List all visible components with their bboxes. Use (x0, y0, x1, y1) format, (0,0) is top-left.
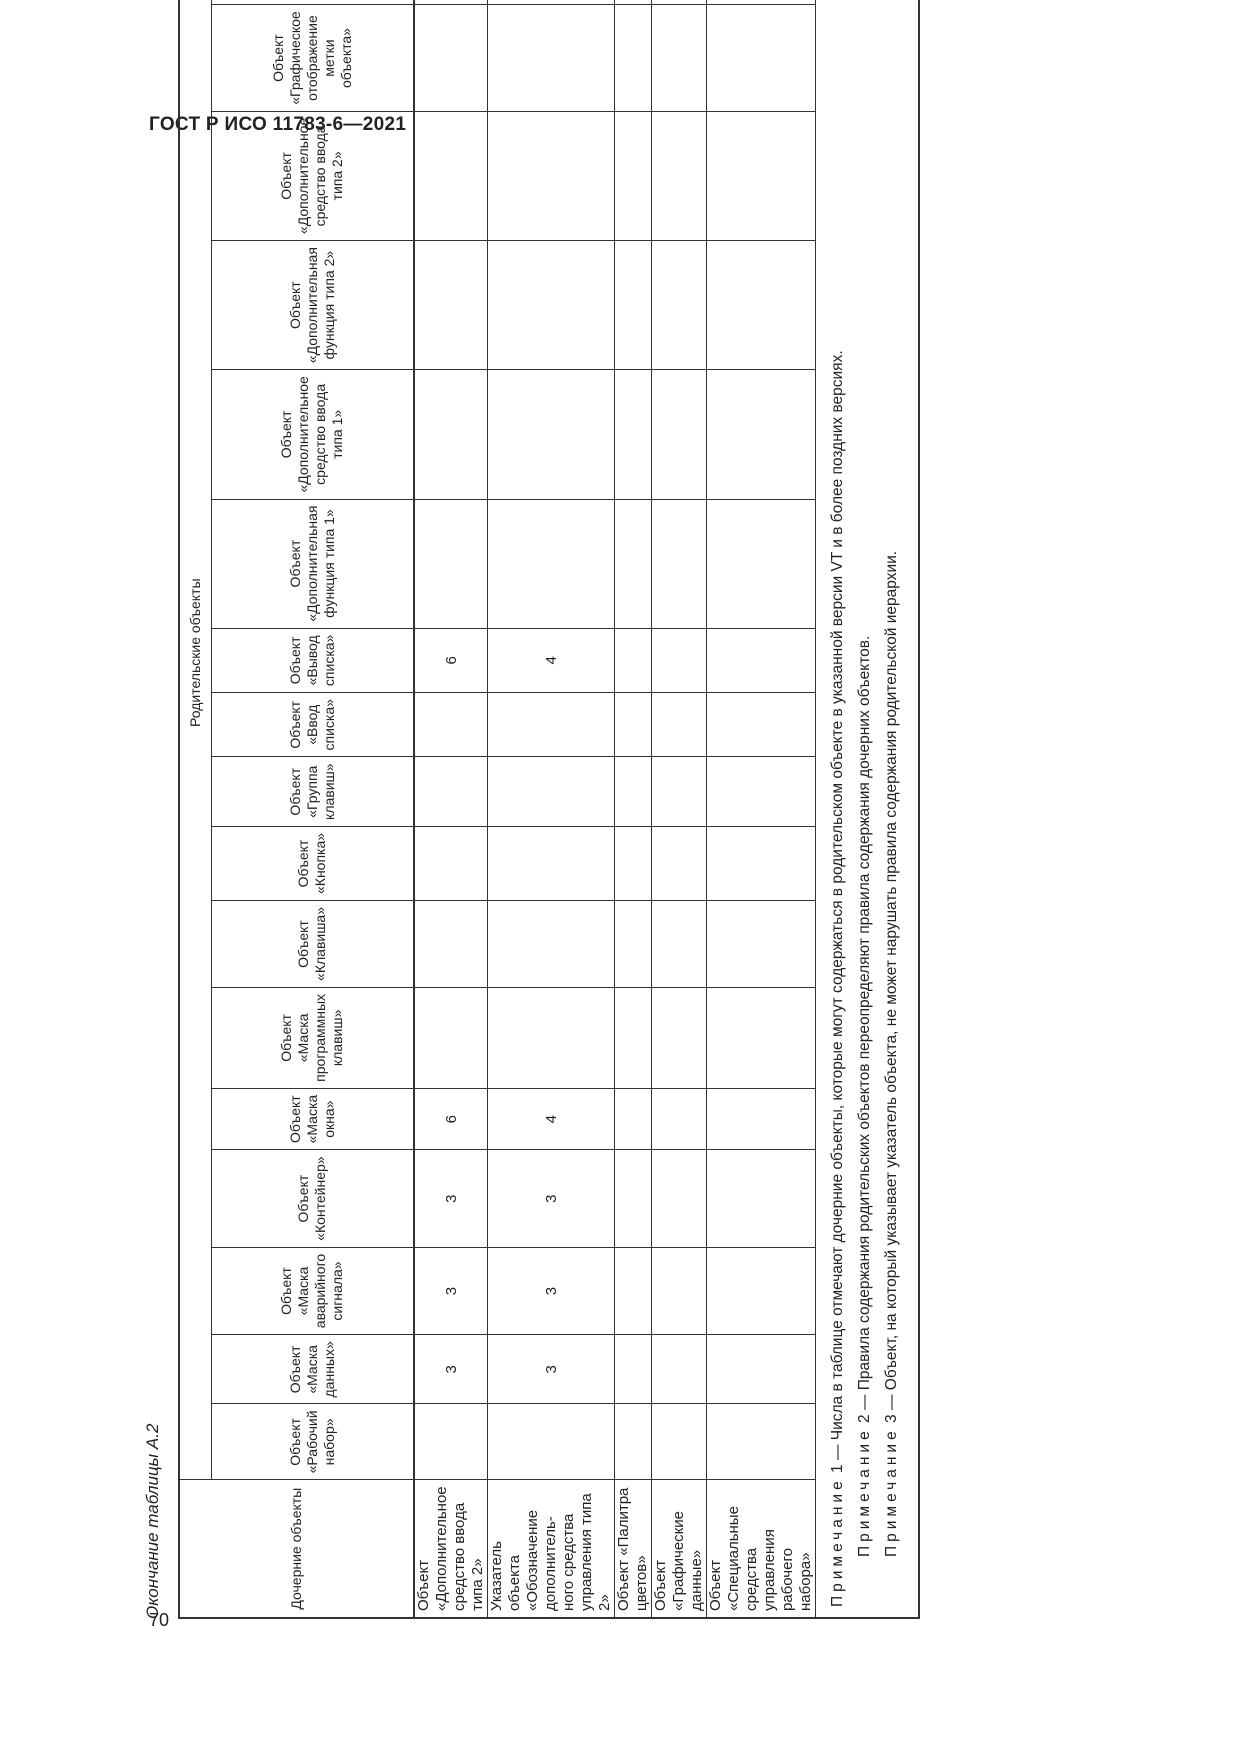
value-cell: 6 (414, 628, 488, 692)
value-cell (707, 5, 816, 111)
value-cell (707, 1088, 816, 1150)
value-cell: 3 (488, 1335, 615, 1404)
value-cell (488, 826, 615, 900)
value-cell (652, 1247, 707, 1334)
value-cell (615, 693, 652, 757)
note (824, 0, 851, 1607)
value-cell (488, 370, 615, 499)
value-cell (615, 1247, 652, 1334)
note-label: Примечание (856, 1427, 873, 1557)
value-cell (488, 241, 615, 370)
table-caption: Окончание таблицы А.2 (143, 1423, 162, 1619)
parent-column-header: Объект «Вывод списка» (211, 628, 414, 692)
table-row (414, 0, 488, 1618)
value-cell (615, 757, 652, 827)
value-cell (707, 1150, 816, 1247)
value-cell (652, 1150, 707, 1247)
value-cell (615, 111, 652, 240)
value-cell (652, 1088, 707, 1150)
value-cell (615, 370, 652, 499)
document-header: ГОСТ Р ИСО 11783-6—2021 (149, 114, 407, 135)
parent-column-header: Объект «Дополнительное средство ввода типа 2» (211, 111, 414, 240)
value-cell: 3 (414, 1247, 488, 1334)
value-cell: 3 (488, 1247, 615, 1334)
child-object-cell: Указатель объекта «Обозначение дополнитель-ного средства управления типа 2» (488, 1480, 615, 1618)
page-number: 70 (149, 1610, 170, 1630)
value-cell (414, 0, 488, 5)
value-cell (652, 5, 707, 111)
value-cell (414, 1404, 488, 1480)
value-cell (414, 901, 488, 988)
parent-column-header: Объект «Маска программных клавиш» (211, 987, 414, 1088)
value-cell (652, 693, 707, 757)
value-cell (707, 0, 816, 5)
value-cell (707, 1404, 816, 1480)
value-cell (707, 693, 816, 757)
value-cell (707, 628, 816, 692)
value-cell (488, 693, 615, 757)
value-cell (707, 757, 816, 827)
note (851, 0, 878, 1607)
value-cell (707, 1247, 816, 1334)
parent-column-header: Объект «Рабочий набор» (211, 1404, 414, 1480)
child-object-cell: Объект «Специальные средства управления рабочего набора» (707, 1480, 816, 1618)
value-cell (414, 499, 488, 628)
value-cell (707, 111, 816, 240)
note-number: 3 (883, 1414, 900, 1423)
note-number: 2 (856, 1414, 873, 1423)
parent-column-header: Объект «Ввод списка» (211, 693, 414, 757)
value-cell: 3 (414, 1335, 488, 1404)
value-cell (414, 757, 488, 827)
parent-column-header: Объект «Группа клавиш» (211, 757, 414, 827)
value-cell (652, 0, 707, 5)
value-cell (652, 987, 707, 1088)
value-cell (652, 370, 707, 499)
value-cell (615, 826, 652, 900)
value-cell (414, 5, 488, 111)
value-cell (707, 826, 816, 900)
parent-column-header: Объект «Маска окна» (211, 1088, 414, 1150)
note-number: 1 (829, 1464, 846, 1473)
parent-column-header: Объект «Дополнительное средство ввода типа 1» (211, 370, 414, 499)
value-cell (615, 628, 652, 692)
parent-column-header: Объект «Дополнительная функция типа 2» (211, 241, 414, 370)
value-cell (414, 693, 488, 757)
value-cell (615, 901, 652, 988)
value-cell (707, 370, 816, 499)
value-cell: 6 (414, 1088, 488, 1150)
value-cell (652, 111, 707, 240)
value-cell (414, 111, 488, 240)
value-cell (652, 1335, 707, 1404)
parent-column-header (211, 0, 414, 5)
hierarchy-table (178, 0, 920, 1619)
value-cell (652, 628, 707, 692)
table-row (652, 0, 707, 1618)
value-cell (414, 241, 488, 370)
value-cell: 3 (414, 1150, 488, 1247)
parent-column-header: Объект «Маска аварийного сигнала» (211, 1247, 414, 1334)
note-label: Примечание (829, 1477, 846, 1607)
parent-column-header: Объект «Контейнер» (211, 1150, 414, 1247)
value-cell (707, 987, 816, 1088)
value-cell (488, 5, 615, 111)
value-cell (707, 241, 816, 370)
value-cell (615, 1088, 652, 1150)
value-cell (615, 1150, 652, 1247)
value-cell (414, 826, 488, 900)
value-cell (615, 499, 652, 628)
table-row (615, 0, 652, 1618)
value-cell (615, 5, 652, 111)
value-cell: 4 (488, 628, 615, 692)
child-object-cell: Объект «Палитра цветов» (615, 1480, 652, 1618)
value-cell: 4 (488, 1088, 615, 1150)
value-cell (488, 987, 615, 1088)
note-text: — Объект, на который указывает указатель объекта, не может нарушать правила содержания родительской иерархии. (883, 550, 900, 1411)
table-row (707, 0, 816, 1618)
value-cell (652, 1404, 707, 1480)
value-cell (488, 757, 615, 827)
value-cell (414, 987, 488, 1088)
note (878, 0, 905, 1607)
parent-column-header: Объект «Маска данных» (211, 1335, 414, 1404)
note-text: — Правила содержания родительских объектов переопределяют правила содержания дочерних объектов. (856, 635, 873, 1411)
value-cell (615, 241, 652, 370)
child-object-cell: Объект «Дополнительное средство ввода типа 2» (414, 1480, 488, 1618)
value-cell (707, 901, 816, 988)
value-cell (652, 901, 707, 988)
value-cell (488, 1404, 615, 1480)
parent-column-header: Объект «Клавиша» (211, 901, 414, 988)
value-cell (488, 111, 615, 240)
table-row (488, 0, 615, 1618)
value-cell: 3 (488, 1150, 615, 1247)
value-cell (488, 499, 615, 628)
child-object-cell: Объект «Графические данные» (652, 1480, 707, 1618)
value-cell (615, 0, 652, 5)
child-objects-header: Дочерние объекты (179, 1480, 414, 1618)
value-cell (488, 901, 615, 988)
value-cell (652, 826, 707, 900)
value-cell (615, 1335, 652, 1404)
value-cell (414, 370, 488, 499)
parent-column-header: Объект «Графическое отображение метки объекта» (211, 5, 414, 111)
value-cell (488, 0, 615, 5)
value-cell (615, 1404, 652, 1480)
parent-objects-header: Родительские объекты (179, 0, 211, 1480)
value-cell (615, 987, 652, 1088)
note-text: — Числа в таблице отмечают дочерние объекты, которые могут содержаться в родительском объекте в указанной версии VT и в более поздних версиях. (829, 350, 846, 1461)
value-cell (652, 757, 707, 827)
notes-cell (816, 0, 919, 1618)
value-cell (707, 499, 816, 628)
value-cell (652, 499, 707, 628)
note-label: Примечание (883, 1427, 900, 1557)
value-cell (652, 241, 707, 370)
parent-column-header: Объект «Дополнительная функция типа 1» (211, 499, 414, 628)
value-cell (707, 1335, 816, 1404)
parent-column-header: Объект «Кнопка» (211, 826, 414, 900)
